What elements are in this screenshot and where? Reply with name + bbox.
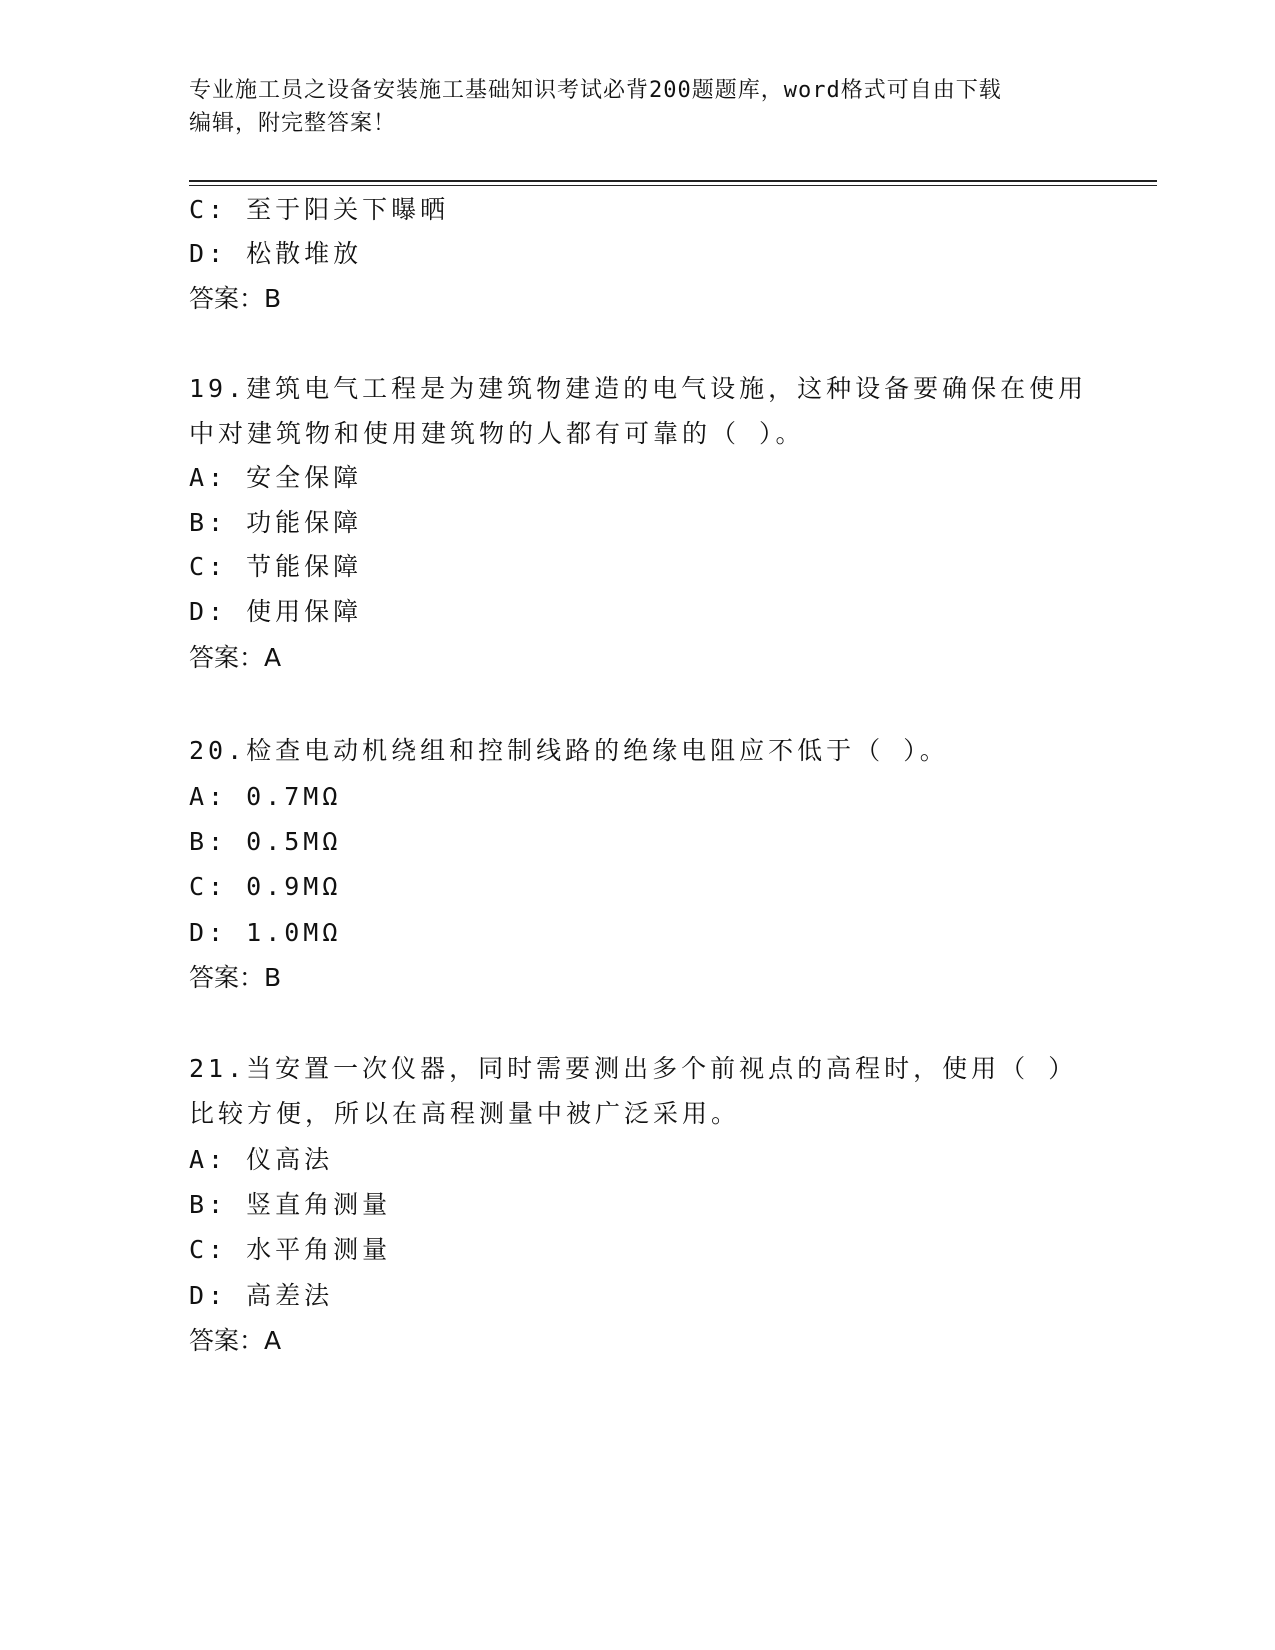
q19-answer: 答案：A — [189, 643, 282, 672]
q20-option-c: C: 0.9MΩ — [189, 872, 342, 901]
header-divider-thick — [189, 180, 1157, 182]
q21-option-c: C: 水平角测量 — [189, 1235, 392, 1264]
q19-option-a: A: 安全保障 — [189, 463, 363, 492]
q20-option-a: A: 0.7MΩ — [189, 782, 342, 811]
q19-option-b: B: 功能保障 — [189, 508, 363, 537]
prev-answer: 答案：B — [189, 284, 282, 313]
q20-stem-line-1: 20.检查电动机绕组和控制线路的绝缘电阻应不低于（ ）。 — [189, 736, 949, 765]
q19-stem-line-1: 19.建筑电气工程是为建筑物建造的电气设施，这种设备要确保在使用 — [189, 374, 1088, 403]
q20-option-b: B: 0.5MΩ — [189, 827, 342, 856]
q21-answer: 答案：A — [189, 1326, 282, 1355]
q21-option-a: A: 仪高法 — [189, 1145, 334, 1174]
q20-option-d: D: 1.0MΩ — [189, 918, 342, 947]
q19-option-d: D: 使用保障 — [189, 597, 363, 626]
prev-option-c: C: 至于阳关下曝晒 — [189, 195, 450, 224]
q19-option-c: C: 节能保障 — [189, 552, 363, 581]
q21-stem-line-2: 比较方便，所以在高程测量中被广泛采用。 — [189, 1099, 741, 1128]
header-divider-thin — [189, 185, 1157, 186]
q21-stem-line-1: 21.当安置一次仪器，同时需要测出多个前视点的高程时，使用（ ） — [189, 1054, 1078, 1083]
q21-option-d: D: 高差法 — [189, 1281, 334, 1310]
header-line-2: 编辑，附完整答案！ — [189, 111, 397, 136]
q20-answer: 答案：B — [189, 963, 282, 992]
q21-option-b: B: 竖直角测量 — [189, 1190, 392, 1219]
q19-stem-line-2: 中对建筑物和使用建筑物的人都有可靠的（ ）。 — [189, 419, 805, 448]
prev-option-d: D: 松散堆放 — [189, 239, 363, 268]
document-header — [189, 74, 1069, 140]
header-line-1: 专业施工员之设备安装施工基础知识考试必背200题题库，word格式可自由下载 — [189, 78, 1002, 103]
